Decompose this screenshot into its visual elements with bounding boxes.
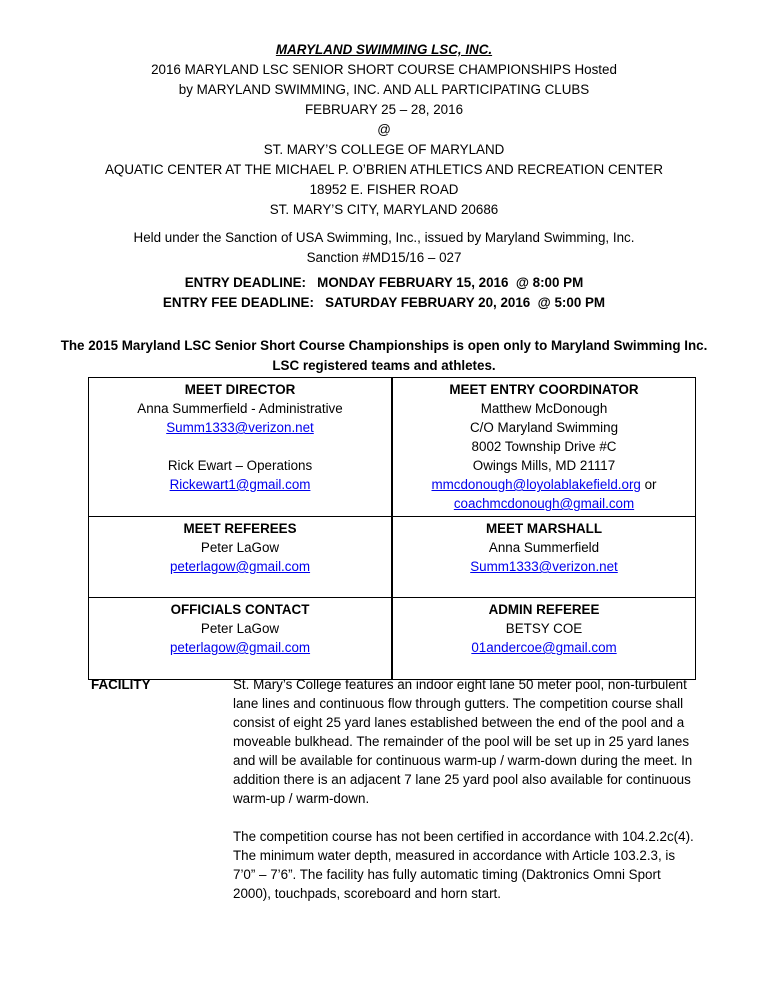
- facility-label: FACILITY: [91, 677, 151, 692]
- header-line: by MARYLAND SWIMMING, INC. AND ALL PARTICIPATING CLUBS: [178, 82, 590, 97]
- email-link[interactable]: peterlagow@gmail.com: [169, 640, 311, 655]
- email-link[interactable]: mmcdonough@loyolablakefield.org: [431, 477, 641, 492]
- entry-coordinator-cell: [392, 378, 696, 517]
- header-line: ST. MARY’S CITY, MARYLAND 20686: [269, 202, 499, 217]
- meet-marshall-cell: [392, 517, 696, 598]
- contacts-table: [88, 377, 696, 680]
- eligibility-notice: [0, 336, 768, 376]
- entry-fee-deadline: ENTRY FEE DEADLINE: SATURDAY FEBRUARY 20, 2016 @ 5:00 PM: [162, 295, 606, 310]
- meet-director-cell: [89, 378, 393, 517]
- email-link[interactable]: coachmcdonough@gmail.com: [453, 496, 635, 511]
- eligibility-line: The 2015 Maryland LSC Senior Short Course Championships is open only to Maryland Swimming Inc.: [60, 338, 708, 353]
- address-line: C/O Maryland Swimming: [469, 420, 619, 435]
- role-label: OFFICIALS CONTACT: [170, 602, 310, 617]
- header-line: ST. MARY’S COLLEGE OF MARYLAND: [263, 142, 505, 157]
- email-link[interactable]: Summ1333@verizon.net: [166, 420, 314, 435]
- deadlines-block: [0, 273, 768, 313]
- entry-deadline: ENTRY DEADLINE: MONDAY FEBRUARY 15, 2016 @ 8:00 PM: [184, 275, 584, 290]
- contact-name: Rick Ewart – Operations: [167, 458, 313, 473]
- email-link[interactable]: peterlagow@gmail.com: [169, 559, 311, 574]
- contact-name: Anna Summerfield: [488, 540, 600, 555]
- header-line: FEBRUARY 25 – 28, 2016: [304, 102, 464, 117]
- contact-name: Matthew McDonough: [480, 401, 608, 416]
- address-line: Owings Mills, MD 21117: [472, 458, 616, 473]
- contacts-row: [89, 378, 696, 517]
- header-line: 18952 E. FISHER ROAD: [309, 182, 459, 197]
- header-line: AQUATIC CENTER AT THE MICHAEL P. O’BRIEN ATHLETICS AND RECREATION CENTER: [104, 162, 664, 177]
- admin-referee-cell: [392, 598, 696, 680]
- email-link[interactable]: Rickewart1@gmail.com: [169, 477, 311, 492]
- contacts-row: [89, 598, 696, 680]
- eligibility-line: LSC registered teams and athletes.: [272, 358, 496, 373]
- email-link[interactable]: Summ1333@verizon.net: [470, 559, 618, 574]
- meet-header: [0, 40, 768, 220]
- or-text: or: [640, 477, 657, 492]
- contacts-row: [89, 517, 696, 598]
- sanction-number: Sanction #MD15/16 – 027: [306, 250, 462, 265]
- contact-name: Peter LaGow: [200, 621, 280, 636]
- contact-name: Anna Summerfield - Administrative: [137, 401, 343, 416]
- role-label: MEET ENTRY COORDINATOR: [449, 382, 639, 397]
- sanction-line: Held under the Sanction of USA Swimming, Inc., issued by Maryland Swimming, Inc.: [133, 230, 635, 245]
- facility-description: [233, 675, 701, 922]
- sanction-block: [0, 228, 768, 268]
- role-label: MEET DIRECTOR: [184, 382, 296, 397]
- contact-name: Peter LaGow: [200, 540, 280, 555]
- role-label: MEET REFEREES: [183, 521, 297, 536]
- email-link[interactable]: 01andercoe@gmail.com: [471, 640, 617, 655]
- header-line: @: [377, 122, 391, 137]
- role-label: ADMIN REFEREE: [488, 602, 600, 617]
- org-title: MARYLAND SWIMMING LSC, INC.: [275, 42, 493, 57]
- address-line: 8002 Township Drive #C: [471, 439, 617, 454]
- officials-contact-cell: [89, 598, 393, 680]
- header-line: 2016 MARYLAND LSC SENIOR SHORT COURSE CHAMPIONSHIPS Hosted: [151, 62, 617, 77]
- meet-referees-cell: [89, 517, 393, 598]
- facility-paragraph: The competition course has not been certified in accordance with 104.2.2c(4). The minimum water depth, measured in accordance with Article 103.2.3, is 7’0” – 7’6”. The facility has fully automatic timing (Daktronics Omni Sport 2000), touchpads, scoreboard and horn start.: [233, 829, 694, 901]
- role-label: MEET MARSHALL: [485, 521, 603, 536]
- facility-paragraph: St. Mary’s College features an indoor eight lane 50 meter pool, non-turbulent lane lines and continuous flow through gutters. The competition course shall consist of eight 25 yard lanes established between the end of the pool and a moveable bulkhead. The remainder of the pool will be set up in 25 yard lanes and will be available for continuous warm-up / warm-down during the meet. In addition there is an adjacent 7 lane 25 yard pool also available for continuous warm-up / warm-down.: [233, 677, 693, 806]
- contact-name: BETSY COE: [505, 621, 583, 636]
